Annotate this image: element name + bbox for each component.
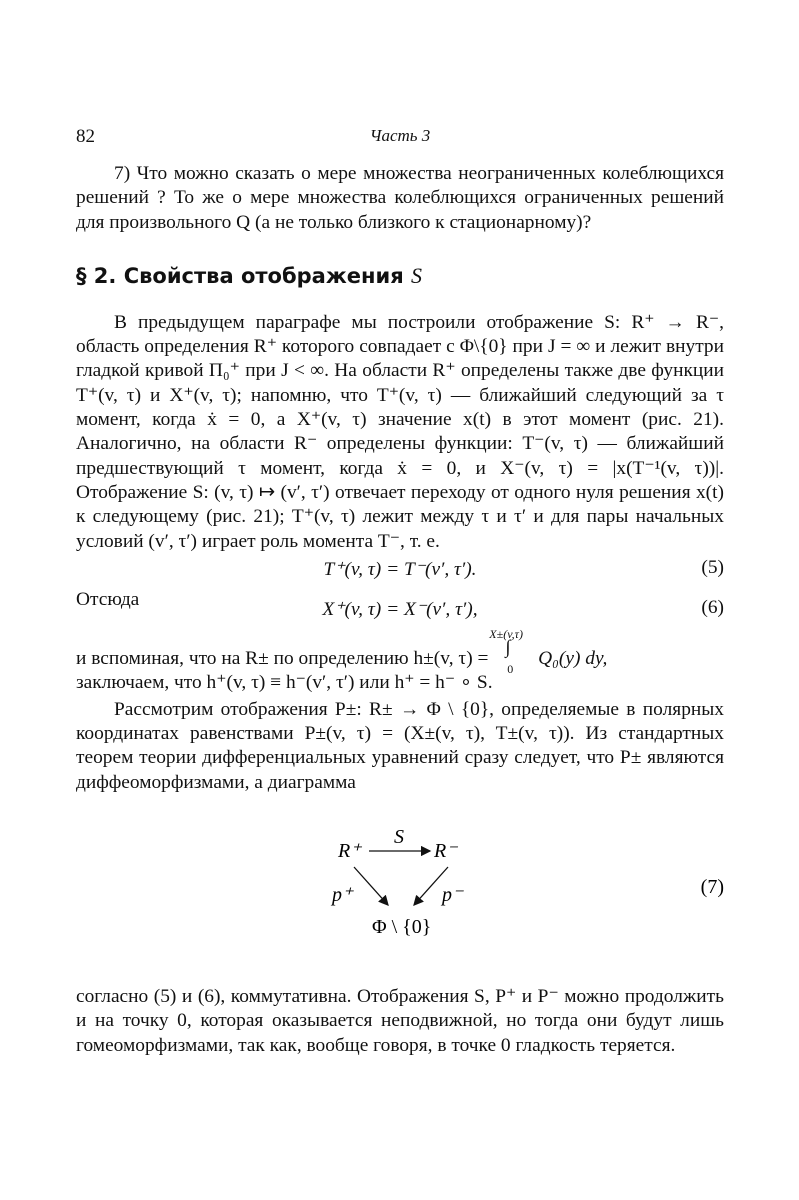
diagram-bottom-node: Φ \ {0} xyxy=(372,915,432,938)
equation-6-tag: (6) xyxy=(701,597,724,619)
diagram-tag: (7) xyxy=(700,875,724,898)
paragraph-2 xyxy=(76,627,724,696)
integral-symbol xyxy=(489,627,533,677)
question-7: 7) Что можно сказать о мере множества неограниченных колеблющихся решений ? То же о мере множества колеблющихся ограниченных решений для произвольного Q (а не только близкого к стационарному)? xyxy=(76,163,724,233)
integral-upper-limit: X±(v,τ) xyxy=(489,627,523,642)
diagram-top-label: S xyxy=(394,825,404,848)
diagram-svg xyxy=(76,809,724,969)
page xyxy=(76,118,724,1058)
running-title: Часть 3 xyxy=(369,126,431,145)
paragraph-2-after: заключаем, что h⁺(v, τ) ≡ h⁻(v′, τ′) или h⁺ = h⁻ ∘ S. xyxy=(76,672,493,694)
equation-6-expr: X⁺(v, τ) = X⁻(v′, τ′), xyxy=(322,599,478,621)
integral-sign: ∫ xyxy=(505,637,511,659)
diagram-right-arrow-label: p⁻ xyxy=(442,883,463,906)
paragraph-3: Рассмотрим отображения P±: R± → Φ \ {0}, определяемые в полярных координатах равенствами P±(v, τ) = (X±(v, τ), T±(v, τ)). Из стандартных теорем теории дифференциальных уравнений сразу следует, что P± являются диффеоморфизмами, а диаграмма xyxy=(76,698,724,793)
diagram-right-node: R⁻ xyxy=(434,839,457,862)
equation-6 xyxy=(76,594,724,624)
diagram-left-arrow-label: p⁺ xyxy=(332,883,353,906)
section-symbol: S xyxy=(411,262,423,288)
equation-5-expr: T⁺(v, τ) = T⁻(v′, τ′). xyxy=(323,558,477,580)
integral-lower-limit: 0 xyxy=(507,662,514,677)
commutative-diagram xyxy=(76,809,724,969)
diagram-left-arrow xyxy=(354,867,388,905)
paragraph-2-integrand: Q₀(y) dy, xyxy=(538,648,608,670)
paragraph-2-before: и вспоминая, что на R± по определению h±(v, τ) = xyxy=(76,648,489,670)
paragraph-1: В предыдущем параграфе мы построили отображение S: R⁺ → R⁻, область определения R⁺ которого совпадает с Φ\{0} при J = ∞ и лежит внутри гладкой кривой Π₀⁺ при J < ∞. На области R⁺ определены также две функции T⁺(v, τ) и X⁺(v, τ); напомню, что T⁺(v, τ) — ближайший следующий за τ момент, когда ẋ = 0, а X⁺(v, τ) значение x(t) в этот момент (рис. 21). Аналогично, на области R⁻ определены функции: T⁻(v, τ) — ближайший предшествующий τ момент, когда ẋ = 0, и X⁻(v, τ) = |x(T⁻¹(v, τ))|. Отображение S: (v, τ) ↦ (v′, τ′) отвечает переходу от одного нуля решения x(t) к следующему (рис. 21); T⁺(v, τ) лежит между τ и τ′ и для пары начальных условий (v′, τ′) играет роль момента T⁻, т. е. xyxy=(76,311,724,552)
paragraph-4: согласно (5) и (6), коммутативна. Отображения S, P⁺ и P⁻ можно продолжить и на точку 0, которая оказывается неподвижной, но тогда они будут лишь гомеоморфизмами, так как, вообще говоря, в точке 0 гладкость теряется. xyxy=(76,985,724,1056)
running-header xyxy=(76,118,724,152)
diagram-left-node: R⁺ xyxy=(338,839,361,862)
page-number: 82 xyxy=(76,126,95,147)
equation-5-tag: (5) xyxy=(701,556,724,578)
otsyuda-text: Отсюда xyxy=(76,588,140,610)
section-title: Свойства отображения xyxy=(123,263,404,288)
section-number: § 2. xyxy=(76,263,117,288)
section-heading xyxy=(76,263,724,289)
equation-5 xyxy=(76,554,724,584)
